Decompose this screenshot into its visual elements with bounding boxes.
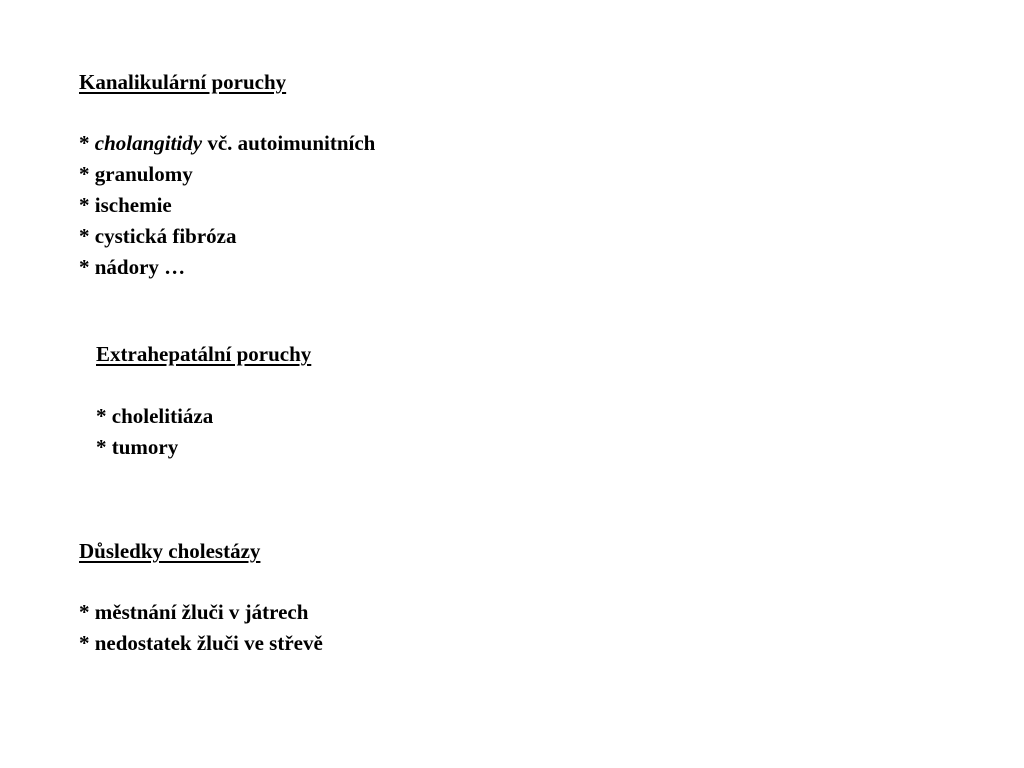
- item-text: městnání žluči v játrech: [94, 600, 309, 624]
- item-text: cholelitiáza: [111, 404, 214, 428]
- bullet: *: [79, 631, 95, 655]
- bullet: *: [79, 255, 95, 279]
- bullet: *: [79, 600, 95, 624]
- item-text: granulomy: [94, 162, 193, 186]
- list-item-cysticka-fibroza: [79, 226, 236, 247]
- section-heading-kanalikularni: Kanalikulární poruchy: [79, 70, 287, 94]
- list-item-granulomy: [79, 164, 193, 185]
- list-item-mestnani: [79, 602, 308, 623]
- item-italic-text: cholangitidy: [94, 131, 203, 155]
- bullet: *: [79, 193, 95, 217]
- bullet: *: [79, 162, 95, 186]
- bullet: *: [96, 404, 112, 428]
- item-text: tumory: [111, 435, 179, 459]
- list-item-nedostatek: [79, 633, 323, 654]
- item-text: nedostatek žluči ve střevě: [94, 631, 323, 655]
- list-item-tumory: [96, 437, 178, 458]
- section-heading-extrahepatalni: Extrahepatální poruchy: [96, 342, 312, 366]
- bullet: *: [79, 224, 95, 248]
- item-text: cystická fibróza: [94, 224, 237, 248]
- list-item-ischemie: [79, 195, 172, 216]
- list-item-nadory: [79, 257, 185, 278]
- list-item-cholangitidy: [79, 133, 375, 154]
- bullet: *: [96, 435, 112, 459]
- item-text: vč. autoimunitních: [202, 131, 376, 155]
- item-text: ischemie: [94, 193, 172, 217]
- item-text: nádory …: [94, 255, 186, 279]
- bullet: *: [79, 131, 95, 155]
- list-item-cholelitiaza: [96, 406, 213, 427]
- section-heading-dusledky: Důsledky cholestázy: [79, 539, 261, 563]
